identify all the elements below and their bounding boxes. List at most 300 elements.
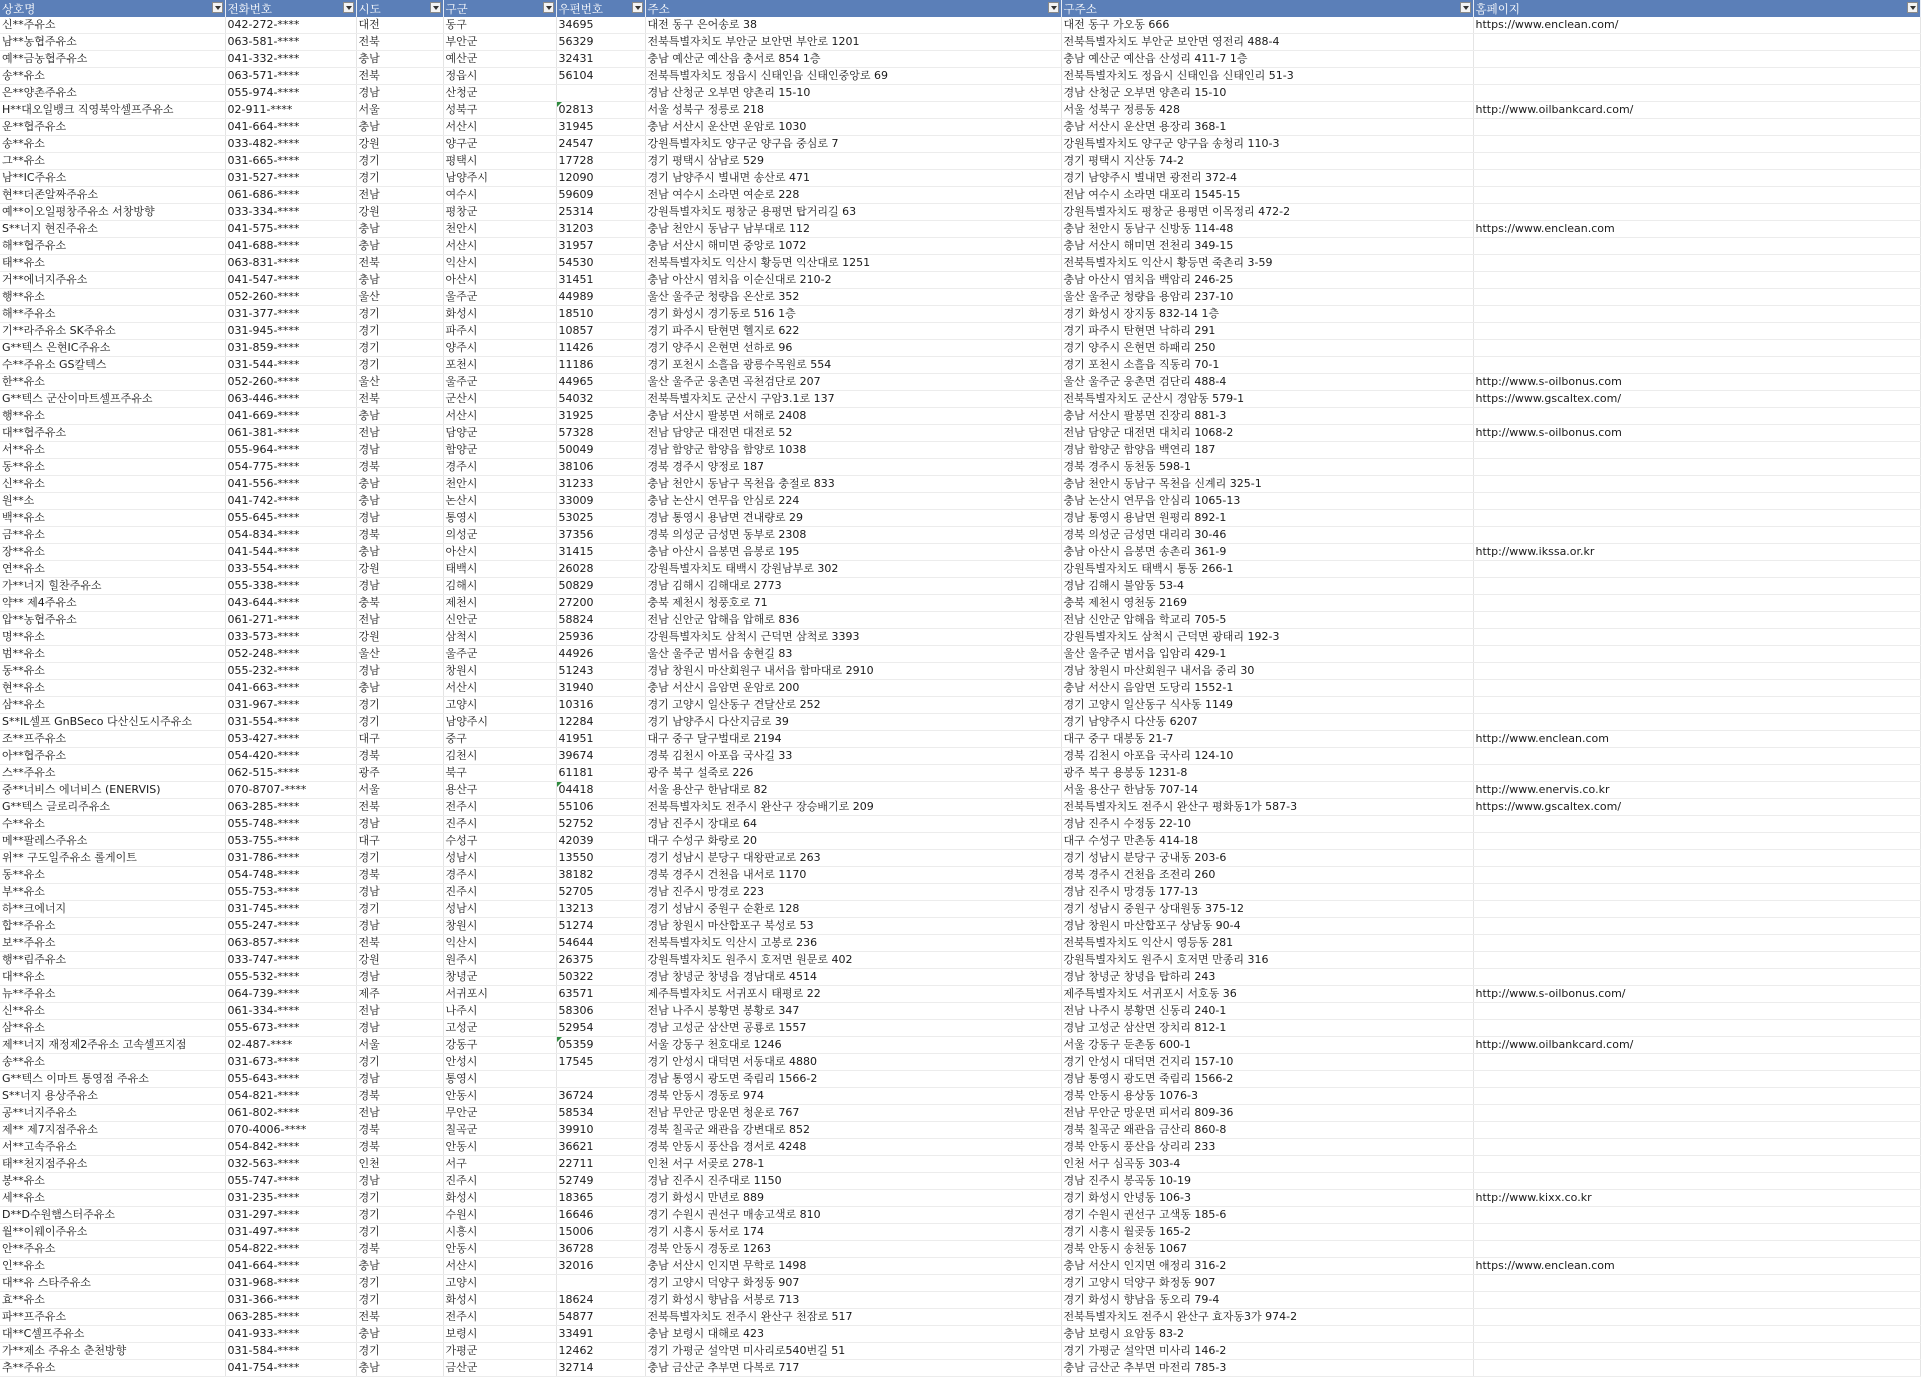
homepage-cell[interactable] (1473, 833, 1920, 850)
phone-cell[interactable]: 055-747-**** (225, 1173, 356, 1190)
phone-cell[interactable]: 055-643-**** (225, 1071, 356, 1088)
homepage-cell[interactable] (1473, 306, 1920, 323)
province-cell[interactable]: 전북 (356, 391, 443, 408)
province-cell[interactable]: 충남 (356, 1326, 443, 1343)
province-cell[interactable]: 경북 (356, 1241, 443, 1258)
postal-code-cell[interactable]: 17728 (556, 153, 645, 170)
old-address-cell[interactable]: 경북 김천시 아포읍 국사리 124-10 (1061, 748, 1473, 765)
homepage-cell[interactable] (1473, 238, 1920, 255)
filter-dropdown-icon[interactable] (632, 2, 643, 13)
district-cell[interactable]: 김천시 (443, 748, 556, 765)
postal-code-cell[interactable]: 44965 (556, 374, 645, 391)
district-cell[interactable]: 전주시 (443, 799, 556, 816)
address-cell[interactable]: 경남 창원시 마산회원구 내서읍 함마대로 2910 (645, 663, 1061, 680)
homepage-cell[interactable] (1473, 612, 1920, 629)
phone-cell[interactable]: 055-338-**** (225, 578, 356, 595)
old-address-cell[interactable]: 서울 성북구 정릉동 428 (1061, 102, 1473, 119)
district-cell[interactable]: 가평군 (443, 1343, 556, 1360)
district-cell[interactable]: 함양군 (443, 442, 556, 459)
district-cell[interactable]: 포천시 (443, 357, 556, 374)
address-cell[interactable]: 경기 시흥시 동서로 174 (645, 1224, 1061, 1241)
province-cell[interactable]: 충남 (356, 272, 443, 289)
postal-code-cell[interactable]: 52752 (556, 816, 645, 833)
postal-code-cell[interactable]: 33009 (556, 493, 645, 510)
postal-code-cell[interactable]: 58824 (556, 612, 645, 629)
old-address-cell[interactable]: 전북특별자치도 전주시 완산구 효자동3가 974-2 (1061, 1309, 1473, 1326)
phone-cell[interactable]: 031-527-**** (225, 170, 356, 187)
district-cell[interactable]: 평창군 (443, 204, 556, 221)
district-cell[interactable]: 창원시 (443, 918, 556, 935)
old-address-cell[interactable]: 충남 천안시 동남구 신방동 114-48 (1061, 221, 1473, 238)
homepage-cell[interactable] (1473, 187, 1920, 204)
old-address-cell[interactable]: 충남 보령시 요암동 83-2 (1061, 1326, 1473, 1343)
phone-cell[interactable]: 043-644-**** (225, 595, 356, 612)
district-cell[interactable]: 서산시 (443, 238, 556, 255)
business-name-cell[interactable]: 동**유소 (0, 867, 225, 884)
address-cell[interactable]: 강원특별자치도 평창군 용평면 탑거리길 63 (645, 204, 1061, 221)
province-cell[interactable]: 광주 (356, 765, 443, 782)
homepage-cell[interactable] (1473, 1122, 1920, 1139)
district-cell[interactable]: 안동시 (443, 1139, 556, 1156)
district-cell[interactable]: 서산시 (443, 680, 556, 697)
filter-dropdown-icon[interactable] (430, 2, 441, 13)
province-cell[interactable]: 경북 (356, 1139, 443, 1156)
business-name-cell[interactable]: 송**유소 (0, 68, 225, 85)
postal-code-cell[interactable]: 04418 (556, 782, 645, 799)
phone-cell[interactable]: 031-967-**** (225, 697, 356, 714)
district-cell[interactable]: 창원시 (443, 663, 556, 680)
province-cell[interactable]: 서울 (356, 782, 443, 799)
address-cell[interactable]: 경북 김천시 아포읍 국사길 33 (645, 748, 1061, 765)
postal-code-cell[interactable]: 24547 (556, 136, 645, 153)
business-name-cell[interactable]: 행**림주유소 (0, 952, 225, 969)
postal-code-cell[interactable]: 50829 (556, 578, 645, 595)
district-cell[interactable]: 화성시 (443, 1292, 556, 1309)
province-cell[interactable]: 경기 (356, 1343, 443, 1360)
column-header[interactable] (443, 0, 556, 17)
old-address-cell[interactable]: 전북특별자치도 부안군 보안면 영전리 488-4 (1061, 34, 1473, 51)
homepage-cell[interactable]: http://www.ikssa.or.kr (1473, 544, 1920, 561)
district-cell[interactable]: 용산구 (443, 782, 556, 799)
address-cell[interactable]: 전남 담양군 대전면 대전로 52 (645, 425, 1061, 442)
business-name-cell[interactable]: 해**주유소 (0, 306, 225, 323)
old-address-cell[interactable]: 전남 담양군 대전면 대치리 1068-2 (1061, 425, 1473, 442)
business-name-cell[interactable]: 태**유소 (0, 255, 225, 272)
postal-code-cell[interactable]: 32714 (556, 1360, 645, 1377)
address-cell[interactable]: 전남 무안군 망운면 청운로 767 (645, 1105, 1061, 1122)
address-cell[interactable]: 충남 서산시 음암면 운암로 200 (645, 680, 1061, 697)
phone-cell[interactable]: 031-968-**** (225, 1275, 356, 1292)
address-cell[interactable]: 경북 경주시 건천읍 내서로 1170 (645, 867, 1061, 884)
phone-cell[interactable]: 063-581-**** (225, 34, 356, 51)
district-cell[interactable]: 산청군 (443, 85, 556, 102)
phone-cell[interactable]: 064-739-**** (225, 986, 356, 1003)
business-name-cell[interactable]: H**대오일뱅크 직영북악셀프주유소 (0, 102, 225, 119)
postal-code-cell[interactable]: 31415 (556, 544, 645, 561)
address-cell[interactable]: 경기 성남시 분당구 대왕판교로 263 (645, 850, 1061, 867)
district-cell[interactable]: 군산시 (443, 391, 556, 408)
postal-code-cell[interactable]: 22711 (556, 1156, 645, 1173)
address-cell[interactable]: 서울 용산구 한남대로 82 (645, 782, 1061, 799)
address-cell[interactable]: 전남 신안군 압해읍 압해로 836 (645, 612, 1061, 629)
district-cell[interactable]: 서산시 (443, 408, 556, 425)
homepage-cell[interactable] (1473, 1071, 1920, 1088)
postal-code-cell[interactable]: 31203 (556, 221, 645, 238)
homepage-cell[interactable] (1473, 289, 1920, 306)
old-address-cell[interactable]: 전북특별자치도 정읍시 신태인읍 신태인리 51-3 (1061, 68, 1473, 85)
phone-cell[interactable]: 031-673-**** (225, 1054, 356, 1071)
postal-code-cell[interactable] (556, 1071, 645, 1088)
province-cell[interactable]: 강원 (356, 204, 443, 221)
address-cell[interactable]: 경남 산청군 오부면 양촌리 15-10 (645, 85, 1061, 102)
district-cell[interactable]: 칠곡군 (443, 1122, 556, 1139)
old-address-cell[interactable]: 제주특별자치도 서귀포시 서호동 36 (1061, 986, 1473, 1003)
old-address-cell[interactable]: 경남 진주시 망경동 177-13 (1061, 884, 1473, 901)
homepage-cell[interactable] (1473, 442, 1920, 459)
address-cell[interactable]: 전북특별자치도 전주시 완산구 장승배기로 209 (645, 799, 1061, 816)
postal-code-cell[interactable]: 57328 (556, 425, 645, 442)
business-name-cell[interactable]: 그**유소 (0, 153, 225, 170)
old-address-cell[interactable]: 경기 남양주시 별내면 광전리 372-4 (1061, 170, 1473, 187)
postal-code-cell[interactable]: 59609 (556, 187, 645, 204)
column-header[interactable] (1473, 0, 1920, 17)
district-cell[interactable]: 고성군 (443, 1020, 556, 1037)
old-address-cell[interactable]: 경기 고양시 일산동구 식사동 1149 (1061, 697, 1473, 714)
business-name-cell[interactable]: 대**유 스타주유소 (0, 1275, 225, 1292)
district-cell[interactable]: 원주시 (443, 952, 556, 969)
old-address-cell[interactable]: 충남 서산시 음암면 도당리 1552-1 (1061, 680, 1473, 697)
old-address-cell[interactable]: 경남 고성군 삼산면 장치리 812-1 (1061, 1020, 1473, 1037)
postal-code-cell[interactable]: 44989 (556, 289, 645, 306)
homepage-cell[interactable] (1473, 714, 1920, 731)
old-address-cell[interactable]: 전북특별자치도 익산시 황등면 죽촌리 3-59 (1061, 255, 1473, 272)
postal-code-cell[interactable]: 36728 (556, 1241, 645, 1258)
address-cell[interactable]: 경기 가평군 설악면 미사리로540번길 51 (645, 1343, 1061, 1360)
homepage-cell[interactable] (1473, 85, 1920, 102)
homepage-cell[interactable] (1473, 901, 1920, 918)
postal-code-cell[interactable]: 54032 (556, 391, 645, 408)
address-cell[interactable]: 충남 서산시 팔봉면 서해로 2408 (645, 408, 1061, 425)
phone-cell[interactable]: 063-285-**** (225, 1309, 356, 1326)
address-cell[interactable]: 경남 진주시 망경로 223 (645, 884, 1061, 901)
homepage-cell[interactable] (1473, 408, 1920, 425)
postal-code-cell[interactable]: 50322 (556, 969, 645, 986)
business-name-cell[interactable]: 연**유소 (0, 561, 225, 578)
business-name-cell[interactable]: 안**주유소 (0, 1241, 225, 1258)
postal-code-cell[interactable]: 13213 (556, 901, 645, 918)
address-cell[interactable]: 경기 화성시 경기동로 516 1층 (645, 306, 1061, 323)
postal-code-cell[interactable]: 39910 (556, 1122, 645, 1139)
postal-code-cell[interactable]: 17545 (556, 1054, 645, 1071)
district-cell[interactable]: 통영시 (443, 510, 556, 527)
address-cell[interactable]: 경남 통영시 용남면 견내량로 29 (645, 510, 1061, 527)
district-cell[interactable]: 강동구 (443, 1037, 556, 1054)
address-cell[interactable]: 경남 김해시 김해대로 2773 (645, 578, 1061, 595)
homepage-cell[interactable] (1473, 153, 1920, 170)
business-name-cell[interactable]: 범**유소 (0, 646, 225, 663)
postal-code-cell[interactable]: 36621 (556, 1139, 645, 1156)
postal-code-cell[interactable]: 02813 (556, 102, 645, 119)
postal-code-cell[interactable]: 27200 (556, 595, 645, 612)
district-cell[interactable]: 통영시 (443, 1071, 556, 1088)
business-name-cell[interactable]: 뉴**주유소 (0, 986, 225, 1003)
postal-code-cell[interactable]: 26028 (556, 561, 645, 578)
homepage-cell[interactable] (1473, 493, 1920, 510)
business-name-cell[interactable]: 제**너지 재정제2주유소 고속셀프지점 (0, 1037, 225, 1054)
homepage-cell[interactable] (1473, 1275, 1920, 1292)
province-cell[interactable]: 경남 (356, 442, 443, 459)
province-cell[interactable]: 경북 (356, 748, 443, 765)
old-address-cell[interactable]: 경북 경주시 동천동 598-1 (1061, 459, 1473, 476)
homepage-cell[interactable] (1473, 697, 1920, 714)
old-address-cell[interactable]: 경기 남양주시 다산동 6207 (1061, 714, 1473, 731)
district-cell[interactable]: 담양군 (443, 425, 556, 442)
province-cell[interactable]: 충북 (356, 595, 443, 612)
district-cell[interactable]: 익산시 (443, 255, 556, 272)
old-address-cell[interactable]: 경기 수원시 권선구 고색동 185-6 (1061, 1207, 1473, 1224)
old-address-cell[interactable]: 인천 서구 심곡동 303-4 (1061, 1156, 1473, 1173)
old-address-cell[interactable]: 경기 화성시 안녕동 106-3 (1061, 1190, 1473, 1207)
postal-code-cell[interactable]: 54644 (556, 935, 645, 952)
province-cell[interactable]: 충남 (356, 221, 443, 238)
homepage-cell[interactable] (1473, 952, 1920, 969)
filter-dropdown-icon[interactable] (343, 2, 354, 13)
homepage-cell[interactable] (1473, 476, 1920, 493)
district-cell[interactable]: 수원시 (443, 1207, 556, 1224)
province-cell[interactable]: 경기 (356, 170, 443, 187)
business-name-cell[interactable]: 장**유소 (0, 544, 225, 561)
business-name-cell[interactable]: 신**주유소 (0, 17, 225, 34)
district-cell[interactable]: 무안군 (443, 1105, 556, 1122)
old-address-cell[interactable]: 강원특별자치도 태백시 통동 266-1 (1061, 561, 1473, 578)
province-cell[interactable]: 울산 (356, 646, 443, 663)
homepage-cell[interactable] (1473, 1054, 1920, 1071)
province-cell[interactable]: 전남 (356, 1003, 443, 1020)
province-cell[interactable]: 경기 (356, 1054, 443, 1071)
business-name-cell[interactable]: 해**협주유소 (0, 238, 225, 255)
business-name-cell[interactable]: 하**크에너지 (0, 901, 225, 918)
district-cell[interactable]: 화성시 (443, 306, 556, 323)
postal-code-cell[interactable]: 52954 (556, 1020, 645, 1037)
phone-cell[interactable]: 054-775-**** (225, 459, 356, 476)
filter-dropdown-icon[interactable] (543, 2, 554, 13)
homepage-cell[interactable] (1473, 850, 1920, 867)
old-address-cell[interactable]: 강원특별자치도 원주시 호저면 만종리 316 (1061, 952, 1473, 969)
province-cell[interactable]: 경남 (356, 884, 443, 901)
province-cell[interactable]: 강원 (356, 952, 443, 969)
address-cell[interactable]: 충남 천안시 동남구 목천읍 충절로 833 (645, 476, 1061, 493)
postal-code-cell[interactable]: 38106 (556, 459, 645, 476)
business-name-cell[interactable]: 은**양촌주유소 (0, 85, 225, 102)
business-name-cell[interactable]: G**텍스 군산이마트셀프주유소 (0, 391, 225, 408)
old-address-cell[interactable]: 경기 성남시 중원구 상대원동 375-12 (1061, 901, 1473, 918)
district-cell[interactable]: 천안시 (443, 221, 556, 238)
homepage-cell[interactable] (1473, 646, 1920, 663)
province-cell[interactable]: 울산 (356, 289, 443, 306)
homepage-cell[interactable] (1473, 1224, 1920, 1241)
address-cell[interactable]: 충남 서산시 인지면 무학로 1498 (645, 1258, 1061, 1275)
phone-cell[interactable]: 052-260-**** (225, 289, 356, 306)
phone-cell[interactable]: 061-271-**** (225, 612, 356, 629)
homepage-cell[interactable] (1473, 119, 1920, 136)
postal-code-cell[interactable]: 31233 (556, 476, 645, 493)
business-name-cell[interactable]: 압**농협주유소 (0, 612, 225, 629)
district-cell[interactable]: 안동시 (443, 1088, 556, 1105)
phone-cell[interactable]: 055-532-**** (225, 969, 356, 986)
phone-cell[interactable]: 061-334-**** (225, 1003, 356, 1020)
province-cell[interactable]: 경기 (356, 340, 443, 357)
old-address-cell[interactable]: 대전 동구 가오동 666 (1061, 17, 1473, 34)
postal-code-cell[interactable]: 11186 (556, 357, 645, 374)
phone-cell[interactable]: 033-747-**** (225, 952, 356, 969)
business-name-cell[interactable]: 송**유소 (0, 136, 225, 153)
homepage-cell[interactable]: https://www.enclean.com (1473, 1258, 1920, 1275)
old-address-cell[interactable]: 광주 북구 용봉동 1231-8 (1061, 765, 1473, 782)
business-name-cell[interactable]: 서**유소 (0, 442, 225, 459)
old-address-cell[interactable]: 경북 경주시 건천읍 조전리 260 (1061, 867, 1473, 884)
homepage-cell[interactable] (1473, 136, 1920, 153)
address-cell[interactable]: 전북특별자치도 익산시 고봉로 236 (645, 935, 1061, 952)
phone-cell[interactable]: 041-544-**** (225, 544, 356, 561)
business-name-cell[interactable]: 봉**유소 (0, 1173, 225, 1190)
phone-cell[interactable]: 041-556-**** (225, 476, 356, 493)
district-cell[interactable]: 익산시 (443, 935, 556, 952)
district-cell[interactable]: 성북구 (443, 102, 556, 119)
old-address-cell[interactable]: 대구 수성구 만촌동 414-18 (1061, 833, 1473, 850)
homepage-cell[interactable] (1473, 1088, 1920, 1105)
phone-cell[interactable]: 055-673-**** (225, 1020, 356, 1037)
old-address-cell[interactable]: 경기 화성시 향남읍 동오리 79-4 (1061, 1292, 1473, 1309)
homepage-cell[interactable]: http://www.s-oilbonus.com/ (1473, 986, 1920, 1003)
homepage-cell[interactable]: http://www.oilbankcard.com/ (1473, 1037, 1920, 1054)
homepage-cell[interactable] (1473, 816, 1920, 833)
district-cell[interactable]: 중구 (443, 731, 556, 748)
province-cell[interactable]: 전남 (356, 425, 443, 442)
phone-cell[interactable]: 055-964-**** (225, 442, 356, 459)
postal-code-cell[interactable]: 12090 (556, 170, 645, 187)
business-name-cell[interactable]: 서**고속주유소 (0, 1139, 225, 1156)
postal-code-cell[interactable]: 16646 (556, 1207, 645, 1224)
postal-code-cell[interactable]: 15006 (556, 1224, 645, 1241)
postal-code-cell[interactable]: 52705 (556, 884, 645, 901)
district-cell[interactable]: 태백시 (443, 561, 556, 578)
phone-cell[interactable]: 054-842-**** (225, 1139, 356, 1156)
district-cell[interactable]: 양주시 (443, 340, 556, 357)
homepage-cell[interactable] (1473, 918, 1920, 935)
phone-cell[interactable]: 041-664-**** (225, 1258, 356, 1275)
business-name-cell[interactable]: 제** 제7지점주유소 (0, 1122, 225, 1139)
province-cell[interactable]: 울산 (356, 374, 443, 391)
province-cell[interactable]: 강원 (356, 561, 443, 578)
district-cell[interactable]: 진주시 (443, 1173, 556, 1190)
phone-cell[interactable]: 041-547-**** (225, 272, 356, 289)
province-cell[interactable]: 경기 (356, 306, 443, 323)
business-name-cell[interactable]: 스**주유소 (0, 765, 225, 782)
address-cell[interactable]: 충북 제천시 청풍호로 71 (645, 595, 1061, 612)
district-cell[interactable]: 의성군 (443, 527, 556, 544)
business-name-cell[interactable]: 금**유소 (0, 527, 225, 544)
province-cell[interactable]: 경남 (356, 578, 443, 595)
business-name-cell[interactable]: 행**유소 (0, 408, 225, 425)
phone-cell[interactable]: 055-232-**** (225, 663, 356, 680)
district-cell[interactable]: 서산시 (443, 1258, 556, 1275)
address-cell[interactable]: 서울 성북구 정릉로 218 (645, 102, 1061, 119)
address-cell[interactable]: 인천 서구 서곶로 278-1 (645, 1156, 1061, 1173)
postal-code-cell[interactable]: 56329 (556, 34, 645, 51)
homepage-cell[interactable] (1473, 561, 1920, 578)
homepage-cell[interactable] (1473, 867, 1920, 884)
address-cell[interactable]: 경남 고성군 삼산면 공룡로 1557 (645, 1020, 1061, 1037)
old-address-cell[interactable]: 경기 시흥시 월곶동 165-2 (1061, 1224, 1473, 1241)
business-name-cell[interactable]: 현**유소 (0, 680, 225, 697)
old-address-cell[interactable]: 충남 서산시 인지면 애정리 316-2 (1061, 1258, 1473, 1275)
old-address-cell[interactable]: 충남 서산시 해미면 전천리 349-15 (1061, 238, 1473, 255)
business-name-cell[interactable]: 수**유소 (0, 816, 225, 833)
address-cell[interactable]: 경기 남양주시 별내면 송산로 471 (645, 170, 1061, 187)
district-cell[interactable]: 울주군 (443, 374, 556, 391)
province-cell[interactable]: 충남 (356, 1258, 443, 1275)
homepage-cell[interactable] (1473, 255, 1920, 272)
phone-cell[interactable]: 055-974-**** (225, 85, 356, 102)
old-address-cell[interactable]: 경기 고양시 덕양구 화정동 907 (1061, 1275, 1473, 1292)
district-cell[interactable]: 남양주시 (443, 714, 556, 731)
phone-cell[interactable]: 041-664-**** (225, 119, 356, 136)
business-name-cell[interactable]: 한**유소 (0, 374, 225, 391)
homepage-cell[interactable]: http://www.oilbankcard.com/ (1473, 102, 1920, 119)
province-cell[interactable]: 경기 (356, 697, 443, 714)
business-name-cell[interactable]: 파**프주유소 (0, 1309, 225, 1326)
district-cell[interactable]: 안성시 (443, 1054, 556, 1071)
homepage-cell[interactable]: https://www.enclean.com/ (1473, 17, 1920, 34)
address-cell[interactable]: 충남 서산시 해미면 중앙로 1072 (645, 238, 1061, 255)
old-address-cell[interactable]: 전북특별자치도 군산시 경암동 579-1 (1061, 391, 1473, 408)
province-cell[interactable]: 충남 (356, 51, 443, 68)
business-name-cell[interactable]: 기**라주유소 SK주유소 (0, 323, 225, 340)
business-name-cell[interactable]: S**너지 용상주유소 (0, 1088, 225, 1105)
postal-code-cell[interactable]: 18624 (556, 1292, 645, 1309)
district-cell[interactable]: 성남시 (443, 901, 556, 918)
address-cell[interactable]: 경남 창녕군 창녕읍 경남대로 4514 (645, 969, 1061, 986)
column-header[interactable] (645, 0, 1061, 17)
district-cell[interactable]: 수성구 (443, 833, 556, 850)
business-name-cell[interactable]: 보**주유소 (0, 935, 225, 952)
district-cell[interactable]: 화성시 (443, 1190, 556, 1207)
phone-cell[interactable]: 02-487-**** (225, 1037, 356, 1054)
phone-cell[interactable]: 031-235-**** (225, 1190, 356, 1207)
district-cell[interactable]: 아산시 (443, 272, 556, 289)
address-cell[interactable]: 경남 통영시 광도면 죽림리 1566-2 (645, 1071, 1061, 1088)
homepage-cell[interactable] (1473, 34, 1920, 51)
business-name-cell[interactable]: 남**IC주유소 (0, 170, 225, 187)
postal-code-cell[interactable]: 63571 (556, 986, 645, 1003)
province-cell[interactable]: 충남 (356, 680, 443, 697)
business-name-cell[interactable]: 현**더존알짜주유소 (0, 187, 225, 204)
district-cell[interactable]: 논산시 (443, 493, 556, 510)
phone-cell[interactable]: 031-366-**** (225, 1292, 356, 1309)
phone-cell[interactable]: 041-933-**** (225, 1326, 356, 1343)
province-cell[interactable]: 대전 (356, 17, 443, 34)
business-name-cell[interactable]: D**D수원햄스터주유소 (0, 1207, 225, 1224)
old-address-cell[interactable]: 전남 신안군 압해읍 학교리 705-5 (1061, 612, 1473, 629)
province-cell[interactable]: 충남 (356, 544, 443, 561)
old-address-cell[interactable]: 울산 울주군 청량읍 용암리 237-10 (1061, 289, 1473, 306)
province-cell[interactable]: 경기 (356, 357, 443, 374)
postal-code-cell[interactable]: 31925 (556, 408, 645, 425)
old-address-cell[interactable]: 경기 화성시 장지동 832-14 1층 (1061, 306, 1473, 323)
homepage-cell[interactable] (1473, 527, 1920, 544)
old-address-cell[interactable]: 강원특별자치도 평창군 용평면 이목정리 472-2 (1061, 204, 1473, 221)
phone-cell[interactable]: 031-377-**** (225, 306, 356, 323)
